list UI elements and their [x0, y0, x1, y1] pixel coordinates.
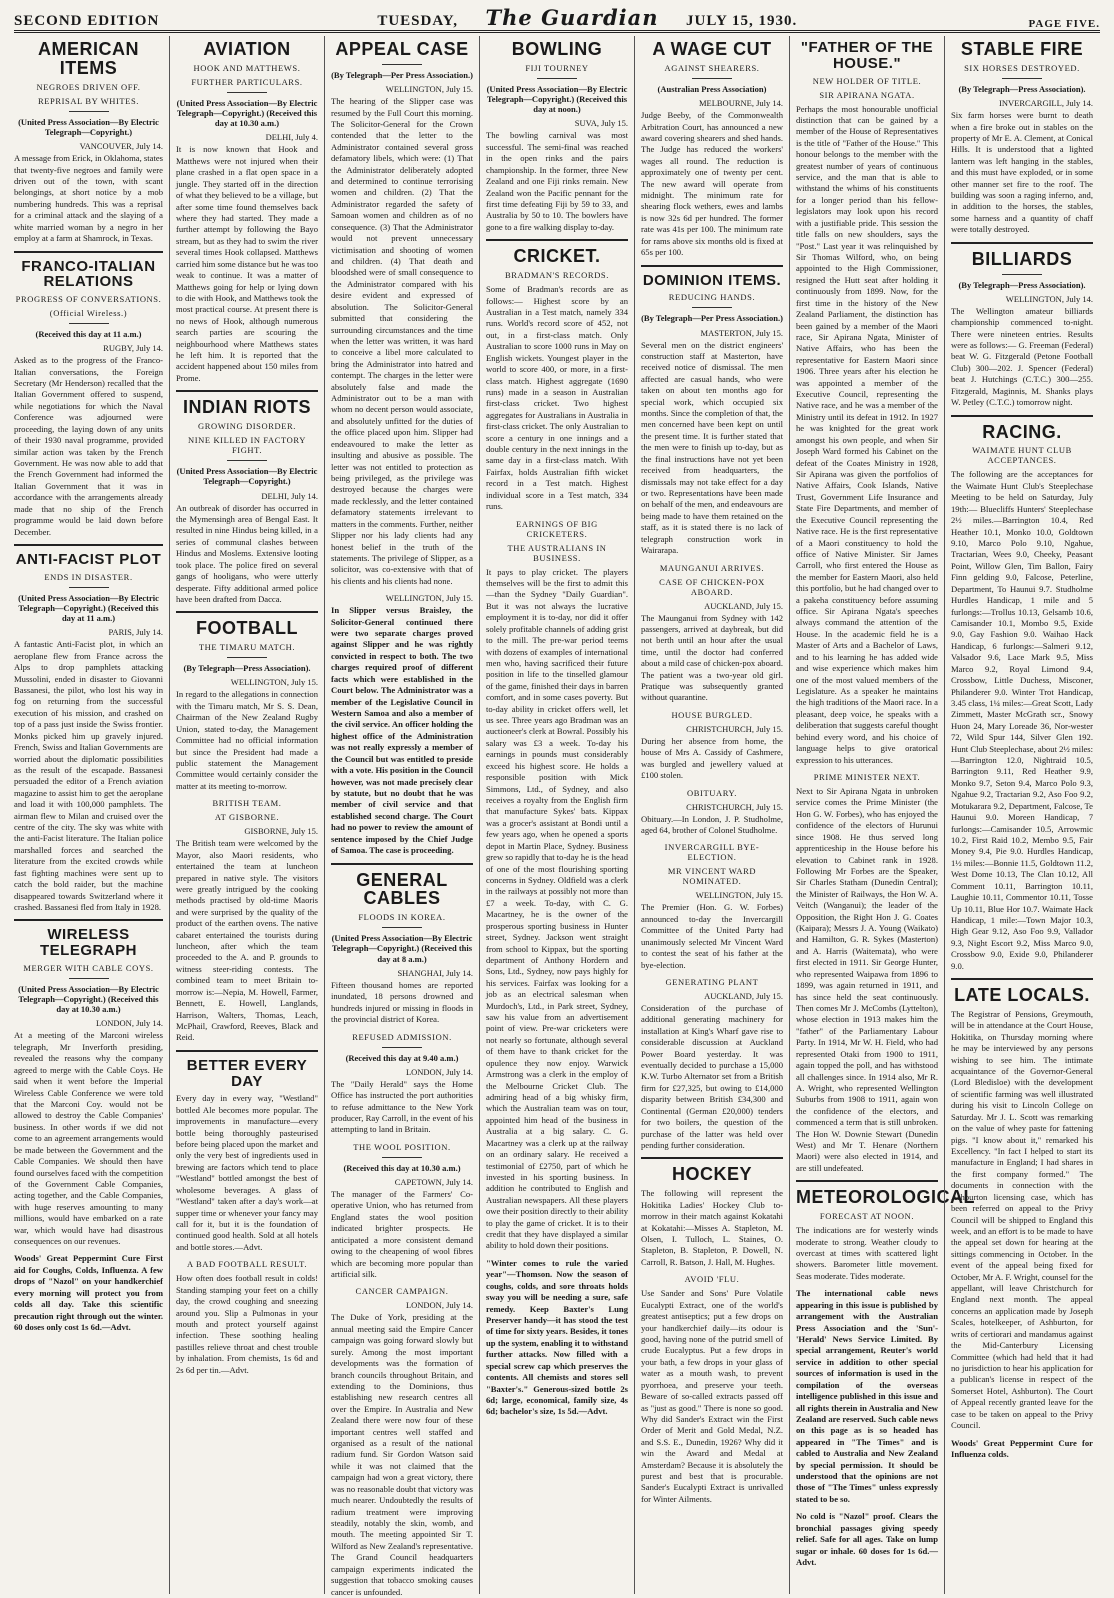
article-body: Asked as to the progress of the Franco-Italian conversations, the Foreign Secretary (Mr Henderson) recalled that the Italian Government offered to suspend, while negotiations for which the Naval Conference was adjourned were proceeding, the laying down of any units of their 1930 naval programme, provided similar action was taken by the French Government. He was now able to add that the French Government had informed the Italian Government that it was in accordance with the arrangements already made that no ship of the French programme would be laid down before December. [14, 355, 163, 537]
subheading: ENDS IN DISASTER. [44, 571, 133, 582]
article-body: The following will represent the Hokitika Ladies' Hockey Club to-morrow in their match against Kokatahi at Kokatahi:—Misses A. Stapleton, M. Olsen, I. Tulloch, L. Staines, O. Stapleton, B. Stapleton, P. Dowell, N. Carroll, R. Batson, J. Hall, M. Hughes. [641, 1188, 783, 1267]
masthead [14, 4, 1100, 33]
credit-line: (United Press Association—By Electric Telegraph—Copyright.) [176, 466, 318, 487]
subheading: AT GISBORNE. [214, 812, 280, 823]
dateline: WELLINGTON, July 14. [1005, 293, 1093, 304]
article [796, 1288, 938, 1505]
subheading: (Official Wireless.) [49, 308, 128, 319]
article [951, 242, 1093, 409]
headline: FRANCO-ITALIAN RELATIONS [21, 257, 156, 291]
article-body: At a meeting of the Marconi wireless telegraph, Mr Inverforth presiding, revealed the reasons why the company agreed to merge with the Cable Coys. He said when it went before the Imperial Wireless Cable Conference we were told that the Marconi Coy. would not be allowed to destroy the Cable Companies' business. In other words if we did not come to an agreement arrangements would be made between the Government and the Cable Companies. We should then have found ourselves faced with the competition of the Government Cable Companies, acting together, and the Cable Companies, with huge reserves amounting to many millions, would have embarked on a rate war, which would have had disastrous consequences on our revenues. [14, 1030, 163, 1247]
subheading: REDUCING HANDS. [668, 292, 756, 303]
subheading: THE TIMARU MATCH. [198, 642, 296, 653]
edition-label: SECOND EDITION [14, 13, 160, 29]
article [641, 788, 783, 837]
article [176, 798, 318, 1044]
subheading: HOUSE BURGLED. [671, 709, 753, 720]
article [331, 863, 473, 1026]
subheading: NEW HOLDER OF TITLE. [812, 75, 922, 86]
article-body: Six farm horses were burnt to death when a fire broke out in stables on the property of Mr E. A. Clement, at Conical Hills. It is understood that a lighted lantern was left hanging in the stables, and this must have exploded, or in some other manner set fire to the roof. The building was soon a raging inferno, and, in addition to the horses, the stables, some harness and a quantity of chaff were totally destroyed. [951, 110, 1093, 235]
headline: BOWLING [511, 39, 603, 59]
short-rule [69, 978, 109, 979]
article [14, 1253, 163, 1333]
article [176, 1259, 318, 1376]
dateline: SHANGHAI, July 14. [397, 967, 473, 978]
article-body: The Maunganui from Sydney with 142 passengers, arrived at daybreak, but did not berth until an hour after the usual time, until the doctor had conferred about a mild case of chicken-pox aboard. The patient was a two-year old girl. Pratique was subsequently granted without quarantine. [641, 612, 783, 703]
date-label: JULY 15, 1930. [686, 13, 798, 29]
column-4 [479, 36, 634, 1594]
headline: RACING. [982, 421, 1062, 442]
subheading: CANCER CAMPAIGN. [355, 1286, 449, 1297]
credit-line: (By Telegraph—Per Press Association.) [331, 69, 473, 80]
article [796, 1180, 975, 1282]
headline: FOOTBALL [196, 618, 298, 639]
subheading: INVERCARGILL BYE-ELECTION. [664, 842, 760, 863]
headline: INDIAN RIOTS [182, 397, 311, 418]
dateline: PARIS, July 14. [108, 627, 163, 638]
credit-line: (By Telegraph—Press Association). [958, 83, 1086, 94]
article [641, 563, 783, 704]
short-rule [69, 111, 109, 112]
credit-line: (United Press Association—By Electric Telegraph—Copyright.) (Received this day at 11 a.m.) [18, 592, 159, 624]
article-body: An outbreak of disorder has occurred in the Mymensingh area of Bengal East. It resulted in nine Hindus being killed, in a series of communal clashes between Hindus and Moslems. Extensive looting took place. The police fired on several gangs of hooligans, who were utterly desperate. Fifty additional armed police have been drafted from Dacca. [176, 502, 318, 604]
column-rule [796, 1180, 938, 1182]
subheading: THE AUSTRALIANS IN BUSINESS. [507, 542, 607, 563]
short-rule [692, 78, 732, 79]
subheading: REPRISAL BY WHITES. [37, 95, 140, 106]
credit-line: (Received this day at 11 a.m.) [35, 329, 142, 340]
subheading: THE WOOL POSITION. [353, 1141, 451, 1152]
article-body: It pays to play cricket. The players themselves will be the first to admit this—than the Sydney "Daily Guardian". But it was not always the lucrative employment it is to-day, nor did it offer solely profitable channels of adding grist to the mill. The pre-war period teems with dozens of examples of international men who, having sacrificed their future position in life to the tinselled glamour of the game, finished their days in barren comfort, and in some cases poverty. But to-day ability in cricket offers well, let us see. Three years ago Bradman was an auctioneer's clerk at Bowral. Possibly his salary was £3 a week. To-day his earnings in pounds must considerably exceed his highest score. He holds a responsible position with Mick Simmons, Ltd., of Sydney, and also receives a royalty from the English firm that manufacture Sykes' bats. Kippax was a grocer's assistant at Bondi until a few years ago, when he opened a sports depot in Martin Place, Sydney. Business grew so rapidly that to-day he is the head of one of the most flourishing sporting concerns in Sydney. Oldfield was a clerk in the railways at possibly not more than £7 a week. To-day, with C. G. Macartney, he is the owner of the prosperous sporting business in Hunter street, Sydney. Jackson went straight from school to Kippax, but the sporting department of Anthony Hordern and Sons, Ltd., Sydney, now pays highly for his services. Fairfax was looking for a job as an electrical salesman when Murdoch's, Ltd., in Park street, Sydney, saw his value from an advertisement point of view. Pre-war cricketers were not nearly so fortunate, although several of them have to thank cricket for the opulence they now enjoy. Warwick Armstrong was a clerk in the employ of the Melbourne Cricket Club. The admiring head of a big whisky firm, which the Australian team was on tour, appointed him head of the business in Australia at a big salary. C. G. Macartney was a clerk up at the railway on an ordinary salary. He received a testimonial of £2750, part of which he invested in his sporting business. In addition he contributed to English and Australian newspapers. All these players owe their position directly to their ability to play the game of cricket. It is to their credit that they have displayed a similar ability to hold down their positions. [486, 566, 628, 1251]
article [14, 544, 163, 913]
article [641, 1274, 783, 1505]
credit-line: (By Telegraph—Per Press Association.) [641, 313, 783, 324]
subheading: GROWING DISORDER. [197, 421, 297, 432]
headline: AVIATION [203, 39, 291, 59]
column-6 [789, 36, 975, 1594]
column-rule [641, 1157, 783, 1159]
dateline: VANCOUVER, July 14. [79, 141, 163, 152]
column-1 [14, 36, 169, 1594]
article-body: The following are the acceptances for the Waimate Hunt Club's Steeplechase Meeting to be held on Saturday, July 19th:— Bluecliffs Hunters' Steeplechase 2½ miles.—Barrington 10.4, Red Heather 10.1, Monko 10.0, Goldtown 9.10, Marco Polo 9.10, Ngahue, Tractarian, Wees 9.0, Cheeky, Peasant Point, Willow Glen, Tim Ballon, Fairy Finn gelding 9.0, Falcose, Peterline, Department, To Haunui 9.7. Studholme Hurdles Handicap, 1 mile and 5 furlongs:—Trollus 10.13, Gelsamb 10.6, Camisander 10.1, Mombo 9.5, Exide 9.0, Gay Fashion 9.0. Waihao Hack Handicap, 6 furlongs:—Salmeri 9.12, Valsador 9.6, Lace Mark 9.5, Miss Marco 9.2, Royal Limond 9.4, Crossbow, Little Duchess, Misconer, Philanderer 9.0. Winter Trot Handicap, 3.45 class, 1¼ miles:—Great Scott, Lady Zimmett, Master McGrath scr., Snowy Huon 24, Mary Loreade 36, Nor-wester 72, Wild Spur 144, Silver Glen 192. Hunt Club Steeplechase, about 2½ miles:—Barrington 12.0, Nightraid 10.5, Barrington 9.11, Red Heather 9.9, Monko 9.7, Seton 9.4, Marco Polo 9.3, Ngahue 9.2, Tractarian 9.2, Aso Foo 9.2, Motukarara 9.2, Department, Falcose, Te Haunui 9.0. Moreen Handicap, 7 furlongs:—Camisander 10.5, Arrowmic 10.2, First Raid 10.2, Membo 9.5, Fair Money 9.4, Pie 9.0. Hurdles Handicap, 1½ miles:—Bonnie 11.5, Goldtown 11.2, West Dome 10.13, The Clan 10.12, All Comment 10.11, Barrington 10.11, Laughie 10.11, Commentor 10.11, Tosse Up 10.11, Blue Hor 10.7. Waimate Hack Handicap, 1 mile:—Town Major 10.3, High Gear 9.12, Aso Foo 9.9, Vallador 9.3, Night Escort 9.2, Miss Marco 9.0, Crossbow 9.0, Exide 9.0, Philanderer 9.0. [951, 469, 1094, 971]
column-rule [176, 1050, 318, 1052]
headline: APPEAL CASE [335, 39, 469, 59]
article [486, 519, 628, 1252]
short-rule [382, 927, 422, 928]
dateline: LONDON, July 14. [405, 1066, 473, 1077]
article-body: No cold is "Nazol" proof. Clears the bronchial passages giving speedy relief. Safe for all ages. Take on lump sugar or inhale. 60 doses for 1s 6d.—Advt. [796, 1511, 938, 1568]
subheading: FLOODS IN KOREA. [358, 912, 446, 923]
article [641, 710, 783, 782]
article-body: The Duke of York, presiding at the annual meeting said the Empire Cancer campaign was going forward slowly but surely. Among the most important developments was the formation of branch councils throughout Britain, and extending to the Dominions, thus establishing new research centres all over the Empire. In Australia and New Zealand there were now four of these important centres well staffed and organised as a result of the national radium fund. Sir Gordon Watson said while it was not claimed that the campaign had won a great victory, there was no reasonable doubt that victory was much nearer. Undoubtedly the results of radium treatment were improving steadily, notably the skin, womb, and mouth. The meeting appointed Sir T. Wilford as New Zealand's representative. The Grand Council headquarters campaign experiments indicated the suggestion that tobacco smoking causes cancer is unfounded. [331, 1312, 473, 1597]
paper-title: The Guardian [485, 5, 659, 30]
article [951, 415, 1093, 972]
article-body: Woods' Great Peppermint Cure First aid for Coughs, Colds, Influenza. A few drops of "Nazol" on your handkerchief every morning will protect you from colds all day. Take this scientific precaution right through out the winter. 60 doses only cost 1s 6d.—Advt. [14, 1253, 163, 1333]
credit-line: (United Press Association—By Electric Telegraph—Copyright.) (Received this day at noon.) [486, 83, 628, 115]
article-body: The Registrar of Pensions, Greymouth, will be in attendance at the Court House, Hokitika, on Thursday morning where he may be interviewed by any persons wishing to see him. The intimate acquaintance of the Governor-General (Lord Bledisloe) with the development of scientific farming was well illustrated during his visit to Lincoln College on Saturday. Mr J. L. Scott was remarking on the value of whey paste for fattening pigs. "I know about it," remarked his Excellency. "In fact I helped to start its manufacture in England; I had shares in the first company formed." The documents in connection with the Ashburton licensing case, which has been referred on appeal to the Privy Council will be shipped to England this week, and an effort is to be made to have the appeal set down for hearing at the sittings commencing in October. In the event of the appeal being fixed for October, Mr A. F. Wright, counsel for the appellant, will leave Christchurch for England next month. The appeal concerns an application made by Joseph Scales, hotelkeeper, of Ashburton, for writs of certiorari and mandamus against the Mid-Canterbury Licensing Committee (which had held that it had no jurisdiction to hear his application for a publican's license in respect of the Somerset Hotel, Ashburton). The Court of Appeal recently granted leave for the case to be taken on appeal to the Privy Council. [951, 1008, 1093, 1431]
subheading: WAIMATE HUNT CLUB ACCEPTANCES. [972, 445, 1072, 466]
subheading: EARNINGS OF BIG CRICKETERS. [516, 518, 598, 539]
column-7 [944, 36, 1099, 1594]
column-5 [634, 36, 789, 1594]
article-body: How often does football result in colds! Standing stamping your feet on a chilly day, the crowd coughing and sneezing around you. Slip a Pulmonas in your mouth and protect yourself against infection. These soothing healing pastilles relieve throat and chest trouble by inhalation. From chemists, 1s 6d and 2s 6d per tin.—Advt. [176, 1273, 318, 1375]
article-body: A message from Erick, in Oklahoma, states that twenty-five negroes and family were driven out of the town, with scant belongings, at short notice by a mob numbering hundreds. This was a reprisal for a criminal attack and the slaying of a white married woman by a negro in her employ at a farm at Shamrock, in Texas. [14, 153, 163, 244]
credit-line: (Received this day at 9.40 a.m.) [345, 1052, 459, 1063]
dateline: RUGBY, July 14. [103, 343, 163, 354]
article-body: The Premier (Hon. G. W. Forbes) announced to-day the Invercargill Committee of the United Party had unanimously selected Mr Vincent Ward to contest the seat of his father at the bye-election. [641, 902, 783, 970]
subheading: FURTHER PARTICULARS. [191, 76, 303, 87]
article [331, 1032, 473, 1136]
article-body: "Winter comes to rule the varied year"—Thomson. Now the season of coughs, colds, and sore throats holds sway you will be needing a sure, safe remedy. Keep Baxter's Lung Preserver handy—it has stood the test of time for sixty years. Besides, it tones up the system, enabling it to withstand further attacks. Now filled with a special screw cap which preserves the contents. All chemists and stores sell "Baxter's." Generous-sized bottle 2s 6d; large, economical, family size, 4s 6d; bachelor's size, 1s 5d.—Advt. [486, 1257, 628, 1417]
dateline: WELLINGTON, July 15. [230, 677, 318, 688]
article [176, 40, 318, 384]
column-rule [176, 390, 318, 392]
article-body: It is now known that Hook and Matthews were not injured when their plane crashed in a flat open space in a jungle. They started off in the direction of what they believed to be a village, but after some time found themselves back where they had started. They made a further attempt by following the Bayo stream, but as they had to swim the river several times Hook collapsed. Matthews carried him some distance but he was too weak to continue. It was a matter of Matthews going for help or lying down to die with Hook, and Matthews took the most practical course. At present there is no news of Hook, although numerous search parties are scouring the neighbourhood where Matthews states he left him. It is reported that the accident happened about 150 miles from Prome. [176, 144, 318, 383]
column-2 [169, 36, 324, 1594]
subheading: PRIME MINISTER NEXT. [813, 771, 921, 782]
day-label: TUESDAY, [377, 13, 458, 29]
newspaper-columns [14, 36, 1100, 1597]
dateline: DELHI, July 4. [265, 132, 318, 143]
headline: A WAGE CUT [652, 39, 772, 59]
column-rule [641, 265, 783, 267]
headline: LATE LOCALS. [954, 985, 1090, 1006]
subheading: FIJI TOURNEY [525, 62, 589, 73]
column-rule [331, 863, 473, 865]
article-body: Consideration of the purchase of additional generating machinery for installation at King's Wharf gave rise to considerable discussion at Auckland Power Board yesterday. It was eventually decided to purchase a 15,000 K.W. Turbo Alternator set from a British firm for £27,325, but owing to £14,000 disparity between British £34,300 and Continental (German £20,000) tenders for two boilers, the question of the purchase of the latter was held over pending further consideration. [641, 1002, 783, 1151]
headline: AMERICAN ITEMS [38, 39, 139, 78]
article [14, 40, 163, 245]
article-body: Every day in every way, "Westland" bottled Ale becomes more popular. The improvements in manufacture—every bottle being thoroughly pasteurised before being placed upon the market and only the very best of ingredients used in brewing are factors which tend to place "Westland" bottled amongst the best of wholesome beverages. A glass of "Westland" taken after a day's work—at supper time or whenever your fancy may call for it, but it is the foundation of continued good health. Sold at all hotels and bottle stores.—Advt. [176, 1093, 318, 1252]
column-rule [14, 544, 163, 546]
headline: DOMINION ITEMS. [642, 271, 782, 289]
credit-line: (Received this day at 10.30 a.m.) [343, 1162, 461, 1173]
credit-line: (United Press Association—By Electric Telegraph—Copyright.) (Received this day at 10.30 a.m.) [176, 97, 318, 129]
short-rule [227, 92, 267, 93]
article-body: Obituary.—In London, J. P. Studholme, aged 64, brother of Colonel Studholme. [641, 813, 783, 835]
article [951, 1438, 1093, 1461]
short-rule [1002, 274, 1042, 275]
short-rule [382, 64, 422, 65]
short-rule [537, 78, 577, 79]
article-body: Some of Bradman's records are as follows:— Highest score by an Australian in a Test match, namely 334 runs. World's record score of 452, not out, in a first-class match. Only Australian to score 1000 runs in May on English wickets. Youngest player in the world to score 400, or more, in a first-class match. Highest aggregate (1690 runs) made in a season in Australian first-class cricket. Two highest aggregates for Australians in Australia in first-class cricket. The only Australian to score a century in one innings and a double century in the next innings in the same day in a first-class match. With Fairfax, holds Australian fifth wicket record in a Test match. Highest individual score in a Test match, 334 runs. [486, 284, 628, 512]
article-body: A fantastic Anti-Facist plot, in which an aeroplane flew from France across the Alps to drop pamphlets attacking Mussolini, ended in disaster to Giovanni Bassanesi, the pilot, who lost his way in fog on returning from the successful execution of his mission, and crashed on top of a pass just inside the Swiss frontier. Monks picked him up gravely injured. French, Swiss and Italian Governments are worried about the diplomatic possibilities as the result of the escapade. Bassanesi persuaded the editor of a French aviation magazine to assist him to get the aeroplane and load it with 100,000 pamphlets. The airman flew to Milan and cruised over the centre of the city. The sky was white with the anti-Facist literature. The Italian police marshalled forces and searched the literature from the excited crowds while fast fighting machines were sent up to catch the bold raider, but the machine disappeared towards Switzerland where it crashed. Bassanesi fled from Italy in 1928. [14, 639, 163, 912]
subheading: A BAD FOOTBALL RESULT. [186, 1259, 308, 1270]
dateline: INVERCARGILL, July 14. [999, 98, 1093, 109]
subheading: NEGROES DRIVEN OFF. [36, 81, 141, 92]
column-rule [951, 978, 1093, 980]
subheading: BRADMAN'S RECORDS. [505, 270, 609, 281]
dateline: GISBORNE, July 15. [244, 826, 318, 837]
column-rule [951, 242, 1093, 244]
dateline: AUCKLAND, July 15. [704, 990, 783, 1001]
credit-line: (United Press Association—By Electric Telegraph—Copyright.) (Received this day at 10.30 a.m.) [18, 983, 159, 1015]
article-body: Next to Sir Apirana Ngata in unbroken service comes the Prime Minister (the Hon G. W. Forbes), who has enjoyed the confidence of the electors of Hurunui since 1908. He thus served long apprenticeship in the House before his elevation to Cabinet rank in 1928. Following Mr Forbes are the Speaker, Sir Charles Statham (Dunedin Central); the Minister of Railways, the Hon W. A. Veitch (Wanganui); the leader of the Opposition, the Right Hon J. G. Coates (Kaipara); Messrs J. A. Young (Waikato) and Hamilton, G. R. Sykes (Masterton) and A. Harris (Waitemata), who were first elected in 1911. Sir George Hunter, who represented Waipawa from 1896 to 1899, was again returned in 1911, and has since held the seat continuously. Then comes Mr J. McCombs (Lyttelton), whose election in 1913 makes him the "father" of the Parliamentary Labour Party. In 1914, Mr W. H. Field, who had represented Otaki from 1900 to 1911, again topped the poll, and has withstood all challenges since. In 1914 also, Mr R. A. Wright, who represented Wellington Suburbs from 1908 to 1911, again won the confidence of the electors, and commenced a term that is still unbroken. The Hon W. Downie Stewart (Dunedin West) and Mr T. Henare (Northern Maori) were also elected in 1914, and are still undefeated. [796, 785, 938, 1173]
headline: GENERAL CABLES [356, 869, 448, 909]
subheading: MAUNGANUI ARRIVES. [659, 562, 765, 573]
credit-line: (By Telegraph—Press Association). [183, 663, 311, 674]
subheading: MR VINCENT WARD NOMINATED. [667, 866, 757, 887]
dateline: CAPETOWN, July 14. [394, 1177, 473, 1188]
article [331, 593, 473, 856]
dateline: DELHI, July 14. [261, 490, 318, 501]
dateline: MELBOURNE, July 14. [698, 98, 783, 109]
article-body: The "Daily Herald" says the Home Office has instructed the port authorities to refuse admittance to the New York producer, Ray Carroll, in the event of his attempting to land in Britain. [331, 1078, 473, 1135]
column-rule [486, 239, 628, 241]
article-body: Several men on the district engineers' construction staff at Masterton, have received notice of dismissal. The men affected are casual hands, who were taken on about ten months ago for special work, which occupied six months. Since the completion of that, the men concerned have been kept on until the present time. It is further stated that the men were to finish up to-day, but as the final instructions have not yet been received from headquarters, the dismissals may not take effect for a day or two. Representations have been made on behalf of the men, and endeavours are being made to have them retained on the staff, as it is stated there is no lack of telegraph construction work in Wairarapa. [641, 339, 783, 556]
article-body: The British team were welcomed by the Mayor, also Maori residents, who entertained the team at luncheon prepared in native style. The visitors were greatly intrigued by the cooking methods practised by old-time Maoris and were surprised by the quality of the product of the earthen ovens. The native cabaret entertained the tourists during luncheon, after which the team proceeded to the A. and P. grounds to witness steer-riding contests. The combined team to meet Britain to-morrow is:—Nepia, M. Howell, Farmer, Bennett, E. Howell, Langlands, Harrison, Walters, Thomas, Leach, McPhail, Crawford, Reeves, Black and Reid. [176, 838, 318, 1043]
dateline: SUVA, July 15. [574, 118, 628, 129]
article-body: In Slipper versus Braisley, the Solicitor-General continued there were two separate charges proved against Slipper and he was rightly convicted in respect to both. The two charges required proof of different facts which were established in the Court below. The Administrator was a member of the Legislative Council in Western Samoa and also a member of the civil service. An officer holding the highest office of the Administration was not really expressly a member of the Council but was entitled to preside with a vote. His position in the Council however, was not made precisely clear by statute, but no doubt that he was member of civil service and that established second charge. The Court had no power to review the amount of sentence imposed by the Chief Judge of Samoa. The case is proceeding. [331, 605, 473, 856]
dateline: WELLINGTON, July 15. [385, 593, 473, 604]
short-rule [382, 1157, 422, 1158]
article [331, 1286, 473, 1598]
article-body: The bowling carnival was most successful. The semi-final was reached in the open rinks and the pairs championship. In the former, three New Zealand and one Fiji rinks remain. New Zealand won the Pacific pennant for the first time defeating Fiji by 59 to 33, and Australia by 50 to 10. The bowlers have gone to a fire walking display to-day. [486, 130, 628, 232]
article [486, 1258, 628, 1418]
dateline: WELLINGTON, July 15. [695, 890, 783, 901]
dateline: WELLINGTON, July 15. [385, 84, 473, 95]
dateline: MASTERTON, July 15. [700, 327, 783, 338]
article [641, 842, 783, 971]
article [176, 1050, 318, 1253]
subheading: REFUSED ADMISSION. [352, 1031, 452, 1042]
article [796, 772, 938, 1174]
article [796, 1511, 938, 1568]
headline: BETTER EVERY DAY [186, 1056, 308, 1090]
credit-line: (United Press Association—By Electric Telegraph—Copyright.) [18, 116, 159, 137]
article [641, 40, 783, 259]
subheading: HOOK AND MATTHEWS. [193, 62, 301, 73]
short-rule [227, 657, 267, 658]
article [331, 40, 473, 587]
article-body: During her absence from home, the house of Mrs A. Cassidy of Cashmere, was burgled and jewellery valued at £100 stolen. [641, 735, 783, 781]
short-rule [69, 587, 109, 588]
article [14, 919, 163, 1247]
short-rule [227, 460, 267, 461]
short-rule [692, 307, 732, 308]
article [486, 239, 628, 512]
article-body: The hearing of the Slipper case was resumed by the Full Court this morning. The Solicitor-General for the Crown contended that the letter to the Administrator contained several gross defamatory libels, which were: (1) That the Administrator deliberately adopted and determined to continue terrorising women and children. (2) That the Administrator regarded the safety of Samoan women and children as of no consequence. (3) That the Administrator would not prevent unnecessary victimisation and shooting of women and children. (4) That death and bloodshed were of small consequence to the Administrator compared with his desire evident and expressed of absolution. The Solicitor-General submitted that considering the surrounding circumstances and the time when the letter was written, it was hard to conceive a libel more calculated to bring the Administrator into hatred and contempt. The charges in the letter were absolutely false and made the Administrator out to be a man with whom no decent person would associate, and absolutely unfitted for the duties of the office placed upon him. Slipper had endeavoured to make the letter as insulting and abusive as possible. The letter was not entitled to protection as being privileged, as the privilege was destroyed because the charges were made recklessly, and the letter contained defamatory statements irrelevant to matters in the comments. Further, neither Slipper nor his lady clients had any honest belief in the truth of the statements. The privilege of Slipper, as a solicitor, was co-extensive with that of his clients and his clients had none. [331, 96, 473, 586]
article [796, 40, 938, 766]
short-rule [1002, 78, 1042, 79]
column-rule [176, 611, 318, 613]
article-body: Woods' Great Peppermint Cure for Influenza colds. [951, 1437, 1093, 1459]
article [176, 390, 318, 605]
article [176, 611, 318, 792]
subheading: BRITISH TEAM. [212, 798, 282, 809]
article-body: Use Sander and Sons' Pure Volatile Eucalypti Extract, one of the world's greatest antiseptics; put a few drops on your handkerchief daily—its odour is good, having none of the putrid smell of crude Eucalyptus. Put a few drops in your bath, a few drops in your glass of water as a mouth wash, to prevent pyorrhoea, and preserve your teeth. Beware of so-called extracts passed off as "just as good." There is none so good. Why did Sander's Extract win the First Order of Merit and Gold Medal, N.Z. and S.S. E., Dunedin, 1926? Why did it win the Award and Medal at Amsterdam? Because it is absolutely the purest and best that is procurable. Sander's Eucalypti Extract is unrivalled for Winter Ailments. [641, 1288, 783, 1504]
subheading: NINE KILLED IN FACTORY FIGHT. [188, 435, 306, 456]
credit-line: (United Press Association—By Electric Telegraph—Copyright.) (Received this day at 8 a.m.) [331, 933, 473, 964]
article [641, 977, 783, 1151]
column-rule [14, 251, 163, 253]
subheading: PROGRESS OF CONVERSATIONS. [15, 294, 162, 305]
dateline: CHRISTCHURCH, July 15. [686, 801, 783, 812]
subheading: SIR APIRANA NGATA. [819, 89, 915, 100]
article-body: The manager of the Farmers' Co-operative Union, who has returned from England states the wool position indicated brighter prospects. He anticipated a more consistent demand owing to the cheapening of wool fibres which are becoming more popular than artificial silk. [331, 1189, 473, 1279]
dateline: CHRISTCHURCH, July 15. [686, 723, 783, 734]
article-body: Perhaps the most honourable unofficial distinction that can be gained by a member of the House of Representatives is the title of "Father of the House." This honour belongs to the member with the greatest number of years of continuous service, and the man that is able to withstand the whims of his constituents for a longer period than his fellow-legislators may look upon his record with a justifiable pride. This session the title falls on new shoulders, says the "Post." Last year it was relinquished by Sir Thomas Wilford, who, on being appointed to the High Commissioner, resigned the Hutt seat after holding it continuously from 1899. Now, for the first time in the history of the New Zealand Parliament, the distinction has been gained by a member of the Maori race, Sir Apirana Ngata, Minister of Native Affairs, who has been the representative for Eastern Maori since 1906. Three years after his election he was appointed a member of the Executive Council, representing the Native race, and he was a member of the Ministry until its defeat in 1912. In 1927 he was knighted for the great work amongst his own people, and when Sir Joseph Ward formed his Cabinet on the defeat of the Coates Ministry in 1928, Sir Apirana was given the portfolios of Native Affairs, Cook Islands, Native Trust, Government Life Insurance and State Fire Departments, and member of the Executive Council representing the Native race. He is the first representative of a Maori constituency to hold the office of Native Minister. Sir James Carroll, who first entered the House as the member for Eastern Maori, also held this portfolio, but he had changed over to a pakeha constituency before assuming office. Sir Apirana Ngata's speeches always command the attention of the House. In the academic field he is a Master of Arts and a Bachelor of Laws, and to his learning he has added wide and wise experience which makes him one of the most valued members of the Legislature. As a speaker he maintains the high traditions of the Maori race. In a pleasant, deep voice, he speaks with a deliberation that suggests careful thought behind every word, and his choice of language helps to give oratorical expression to his utterances. [796, 103, 938, 765]
headline: ANTI-FACIST PLOT [15, 550, 162, 568]
article-body: In regard to the allegations in connection with the Timaru match, Mr S. S. Dean, Chairman of the New Zealand Rugby Union, stated to-day, the Management Committee had no official information but since the President had made a public statement the Management Committee would certainly consider the matter at its meeting to-morrow. [176, 689, 318, 791]
article [14, 251, 163, 538]
credit-line: (Australian Press Association) [657, 83, 767, 94]
headline: STABLE FIRE [960, 39, 1084, 59]
article-body: Judge Beeby, of the Commonwealth Arbitration Court, has announced a new award covering shearers and shed hands. The Judge has reduced the workers' wages all round. The reduction is approximately one of twenty per cent. The new award will operate from midnight. The minimum rate for shearing flock wethers, ewes and lambs is now 32s 6d per hundred. The former rate was 41s per 100. The minimum rate for rams above six months old is fixed at 65s per 100. [641, 110, 783, 258]
short-rule [382, 1047, 422, 1048]
column-rule [951, 415, 1093, 417]
dateline: AUCKLAND, July 15. [704, 600, 783, 611]
article-body: Fifteen thousand homes are reported inundated, 18 persons drowned and hundreds injured or missing in floods in the provincial district of Korea. [331, 979, 473, 1025]
article-body: The Wellington amateur billiards championship commenced to-night. There were nineteen entries. Results were as follows:— G. Freeman (Federal) beat W. G. Fitzgerald (Petone Football Club) 300—202. J. Spencer (Federal) beat J. Hutchings (C.T.C.) 300—255. Fitzgerald, Maginnis, M. Shanks plays W. Petley (C.T.C.) tomorrow night. [951, 305, 1093, 408]
subheading: GENERATING PLANT [665, 976, 759, 987]
dateline: LONDON, July 14. [95, 1018, 163, 1029]
dateline: LONDON, July 14. [405, 1300, 473, 1311]
headline: METEOROLOGICAL [796, 1187, 975, 1208]
subheading: AVOID 'FLU. [684, 1274, 740, 1285]
credit-line: (By Telegraph—Press Association). [958, 279, 1086, 290]
subheading: CASE OF CHICKEN-POX ABOARD. [659, 576, 765, 597]
article [951, 978, 1093, 1432]
column-3 [324, 36, 479, 1597]
column-rule [14, 919, 163, 921]
headline: WIRELESS TELEGRAPH [39, 926, 137, 960]
article-body: The international cable news appearing in this issue is published by arrangement with the Australian Press Association and the 'Sun'-'Herald' News Service Limited. By special arrangement, Reuter's world service in addition to other special sources of information is used in the compilation of the overseas intelligence published in this issue and all rights therein in Australia and New Zealand are reserved. Such cable news on this page as is so headed has appeared in "The Times" and is cabled to Australia and New Zealand by special permission. It should be understood that the opinions are not those of "The Times" unless expressly stated to be so. [796, 1288, 938, 1504]
subheading: FORECAST AT NOON. [819, 1211, 915, 1222]
article [641, 1157, 783, 1268]
subheading: SIX HORSES DESTROYED. [964, 62, 1080, 73]
page-label: PAGE FIVE. [1028, 18, 1100, 30]
subheading: MERGER WITH CABLE COYS. [23, 962, 154, 973]
article [951, 40, 1093, 236]
headline: HOCKEY [671, 1164, 752, 1185]
article [641, 265, 783, 557]
subheading: AGAINST SHEARERS. [664, 62, 760, 73]
short-rule [69, 323, 109, 324]
subheading: OBITUARY. [687, 787, 737, 798]
article [486, 40, 628, 233]
article-body: The indications are for westerly winds moderate to strong. Weather cloudy to overcast at times with scattered light showers. Barometer little movement. Seas moderate. Tides moderate. [796, 1225, 938, 1281]
headline: CRICKET. [513, 246, 601, 267]
article [331, 1142, 473, 1281]
headline: "FATHER OF THE HOUSE." [800, 39, 934, 72]
headline: BILLIARDS [971, 248, 1073, 269]
